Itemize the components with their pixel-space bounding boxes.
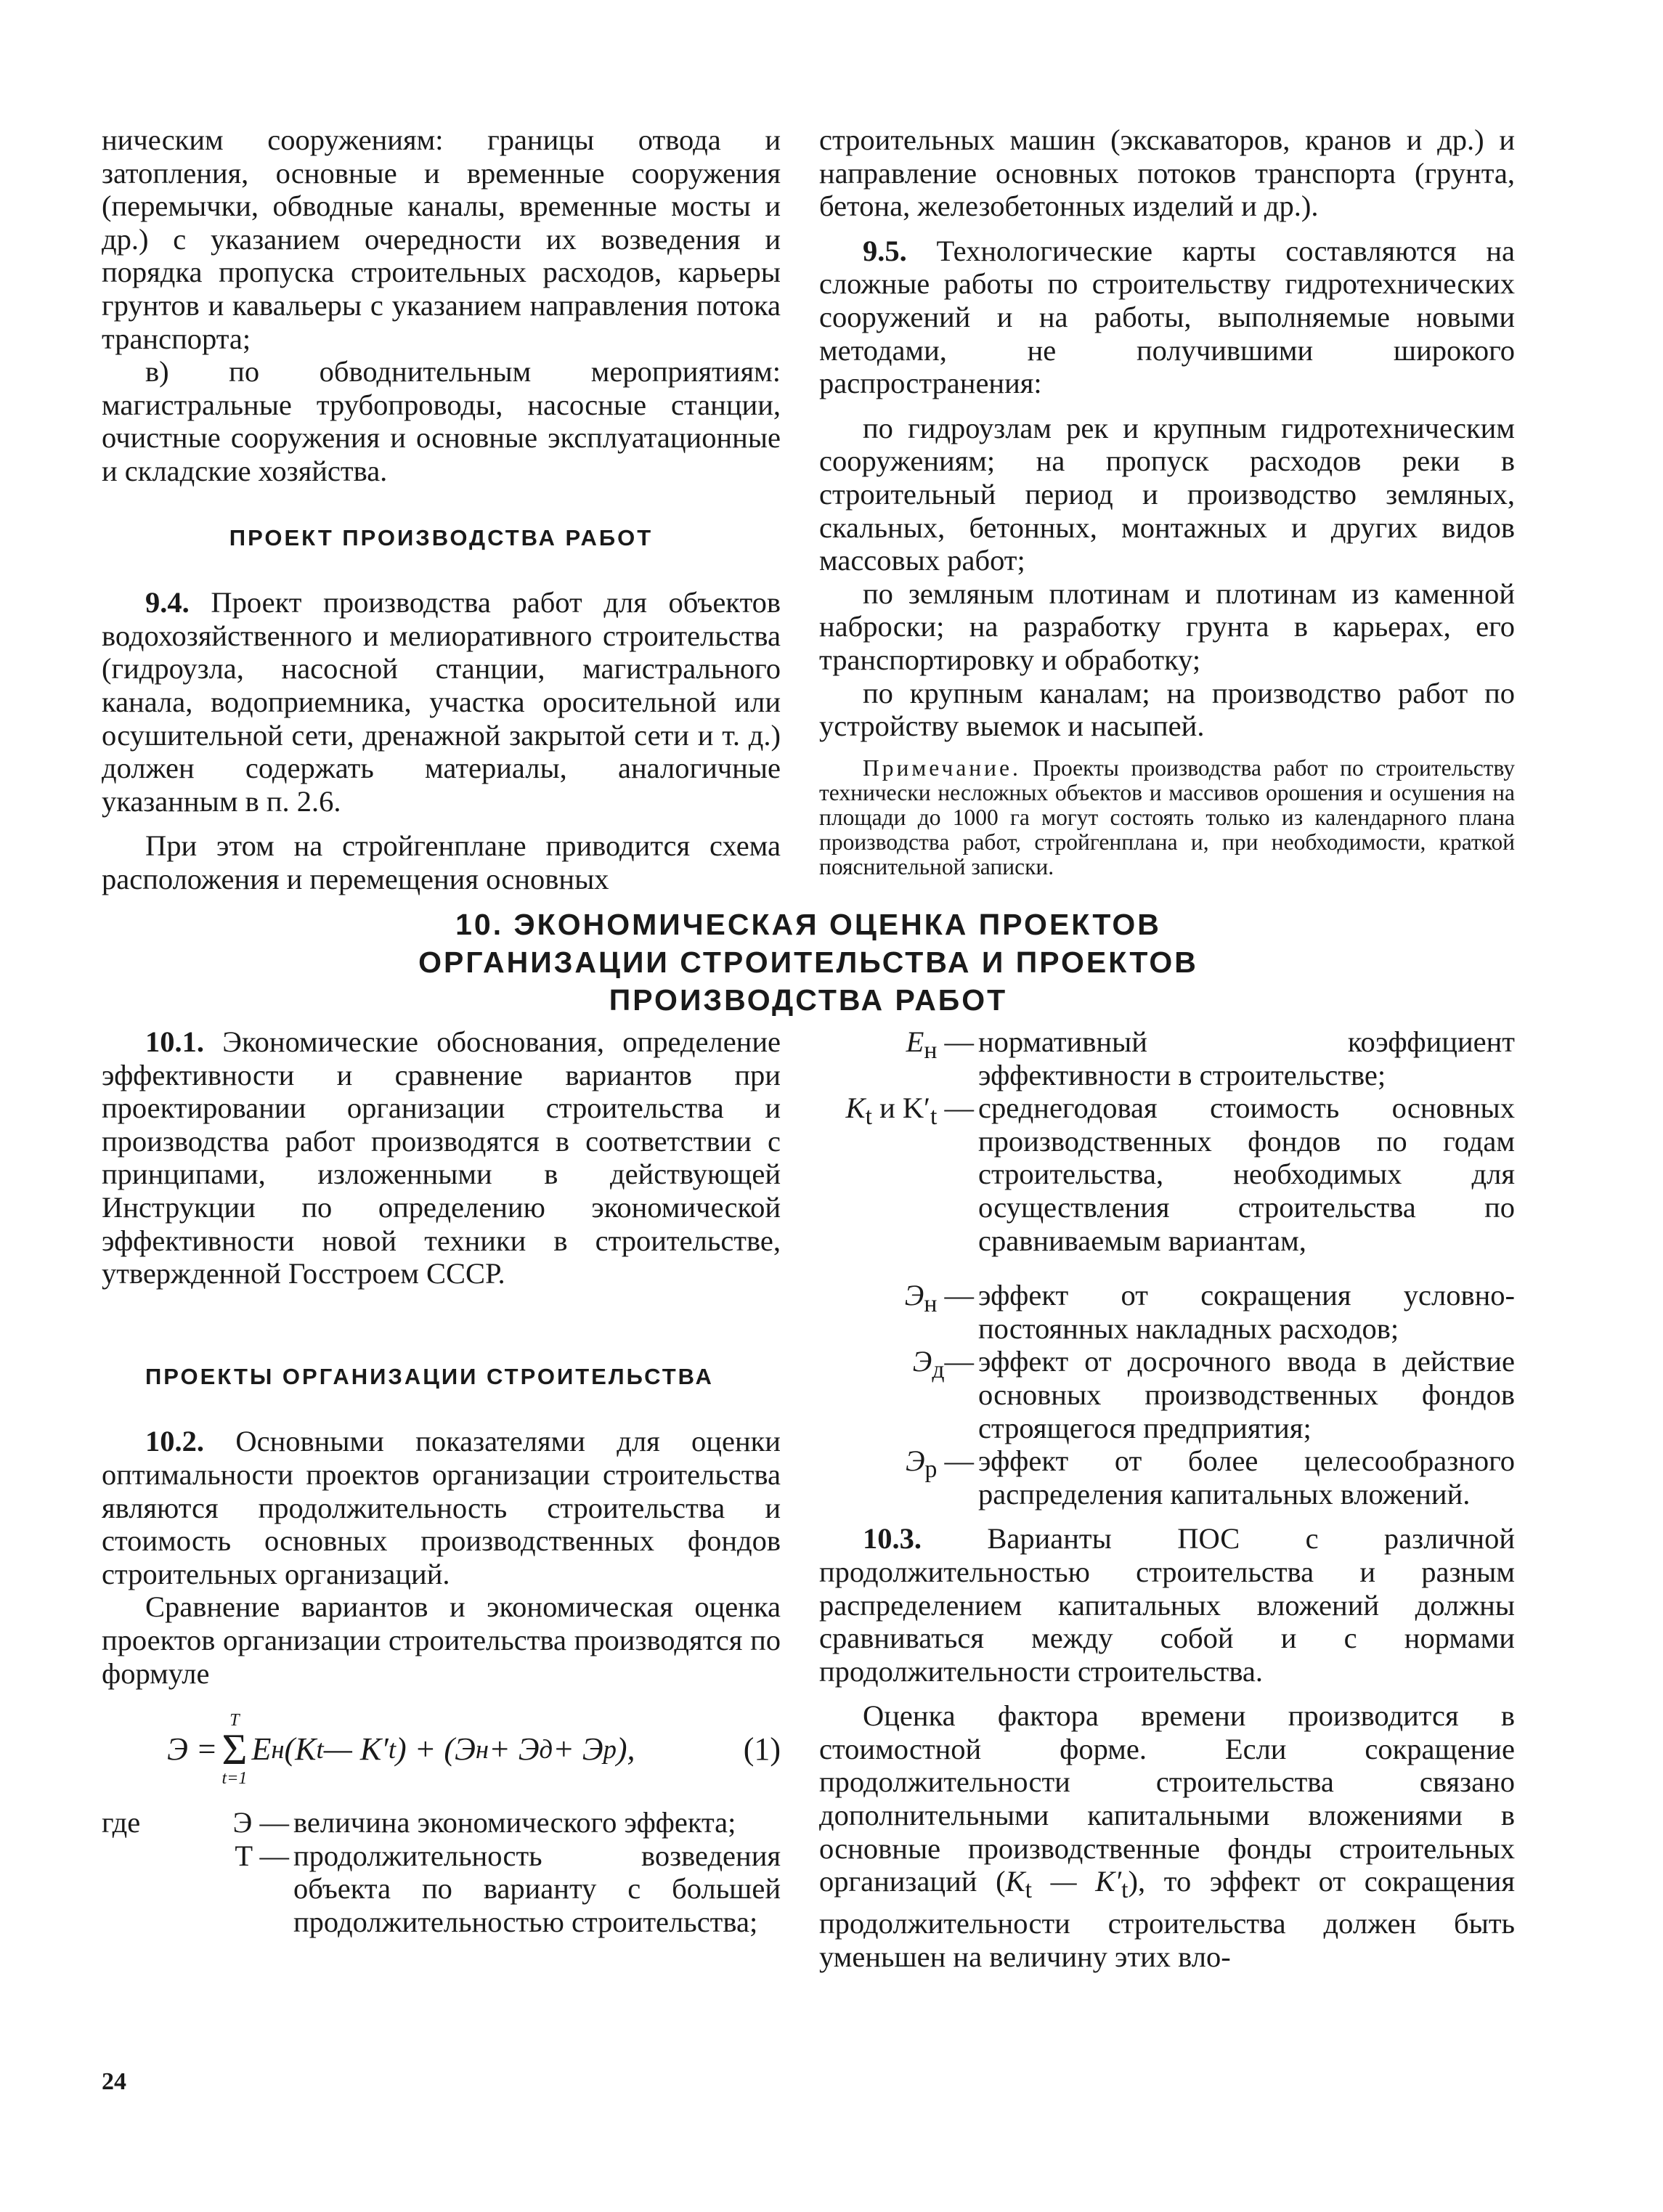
paragraph-text: Оценка фактора времени производится в стоимостной форме. Если сокращение продолжительности строительства связано дополнительными капитальными вложениями в основные производственные фонды строительных организаций ( [819, 1699, 1515, 1898]
formula-term: + Э [489, 1731, 540, 1768]
paragraph-text: Варианты ПОС с различной продолжительностью строительства и разным распределением капитальных вложений должны сравниваться между собой и с нормами продолжительности строительства. [819, 1522, 1515, 1688]
paragraph [819, 1522, 1515, 1688]
formula-term: — K′ [323, 1731, 389, 1768]
definition-symbol: $Э_д—$ [912, 1345, 974, 1384]
formula-subscript: н [475, 1734, 489, 1765]
formula-subscript: д [539, 1734, 553, 1765]
formula-lhs: Э = [167, 1731, 218, 1768]
section-heading: ПРОЕКТ ПРОИЗВОДСТВА РАБОТ [229, 524, 654, 550]
chapter-title-line: ПРОИЗВОДСТВА РАБОТ [609, 983, 1008, 1017]
where-label: где [102, 1806, 141, 1839]
paragraph: по земляным плотинам и плотинам из каменной наброски; на разработку грунта в карьерах, его транспортировку и обработку; [819, 577, 1515, 676]
paragraph-text: Проект производства работ для объектов водохозяйственного и мелиоративного строительства (гидроузла, насосной станции, магистрального канала, водоприемника, участка оросительной или осушительной сети, дренажной закрытой сети и т. д.) должен содержать материалы, аналогичные указанным в п. 2.6. [102, 586, 781, 818]
note [819, 756, 1515, 879]
bottom-left-column [102, 1025, 781, 1938]
paragraph: по гидроузлам рек и крупным гидротехническим сооружениям; на пропуск расходов реки в строительный период и производство земляных, скальных, бетонных, монтажных и других видов массовых работ; [819, 411, 1515, 577]
definition-symbol: $Э_р$ — [905, 1444, 974, 1484]
formula-term: + Э [553, 1731, 603, 1768]
paragraph: ническим сооружениям: границы отвода и затопления, основные и временные сооружения (перемычки, обводные каналы, временные мосты и др.) с указанием очередности их возведения и порядка пропуска строительных расходов, карьеры грунтов и кавальеры с указанием направления потока транспорта; [102, 123, 781, 355]
paragraph [102, 1025, 781, 1290]
formula-term: ) + (Э [396, 1731, 476, 1768]
paragraph: При этом на стройгенплане приводится схема расположения и перемещения основных [102, 829, 781, 895]
definition-symbol: $Э_н$ — [904, 1279, 974, 1318]
definition-symbol: T — [235, 1839, 289, 1872]
sum-upper-limit: T [229, 1711, 240, 1731]
clause-number: 9.5. [863, 234, 907, 267]
section-heading: ПРОЕКТЫ ОРГАНИЗАЦИИ СТРОИТЕЛЬСТВА [145, 1363, 714, 1389]
chapter-title [102, 906, 1515, 1019]
paragraph [102, 586, 781, 818]
formula-term: E [251, 1731, 272, 1768]
note-text: Проекты производства работ по строительству технически несложных объектов и массивов орошения и осушения на площади до 1000 га могут состоять только из календарного плана производства работ, стройгенплана и, при необходимости, краткой пояснительной записки. [819, 755, 1515, 879]
definition-text: эффект от более целесообразного распределения капитальных вложений. [978, 1444, 1515, 1510]
definition-list [102, 1806, 781, 1938]
paragraph [819, 1699, 1515, 1973]
clause-number: 10.3. [863, 1522, 922, 1556]
formula-term: ), [616, 1731, 635, 1768]
clause-number: 10.2. [145, 1425, 204, 1458]
definition-symbol: Э — [232, 1806, 289, 1839]
sum-lower-limit: t=1 [221, 1769, 248, 1789]
paragraph: по крупным каналам; на производство работ по устройству выемок и насыпей. [819, 676, 1515, 743]
paragraph-text: ), то эффект от сокращения продолжительности строительства должен быть уменьшен на величину этих вло- [819, 1865, 1516, 1973]
clause-number: 9.4. [145, 586, 190, 619]
formula-subscript: р [603, 1734, 617, 1765]
paragraph-text: Основными показателями для оценки оптимальности проектов организации строительства являются продолжительность строительства и стоимость основных производственных фондов строительных организаций. [102, 1425, 781, 1590]
definition-symbol: $E_н$ — [906, 1025, 974, 1065]
definition-text: эффект от сокращения условно-постоянных накладных расходов; [978, 1279, 1515, 1345]
definition-text: среднегодовая стоимость основных производственных фондов по годам строительства, необходимых для осуществления строительства по сравниваемым вариантам, [978, 1091, 1515, 1257]
top-left-column [102, 123, 781, 895]
formula-number: (1) [743, 1731, 781, 1768]
paragraph: строительных машин (экскаваторов, кранов и др.) и направление основных потоков транспорта (грунта, бетона, железобетонных изделий и др.). [819, 123, 1515, 223]
definition-text: нормативный коэффициент эффективности в строительстве; [978, 1025, 1515, 1091]
sum-sign: Σ [221, 1725, 248, 1774]
paragraph: в) по обводнительным мероприятиям: магистральные трубопроводы, насосные станции, очистные сооружения и основные эксплуатационные и складские хозяйства. [102, 355, 781, 487]
chapter-title-line: 10. ЭКОНОМИЧЕСКАЯ ОЦЕНКА ПРОЕКТОВ [455, 908, 1161, 941]
note-label: Примечание. [863, 755, 1021, 781]
formula-subscript: t [316, 1734, 324, 1765]
formula-term: — K′ [1031, 1865, 1122, 1898]
paragraph-text: Технологические карты составляются на сложные работы по строительству гидротехнических сооружений и на работы, выполняемые новыми методами, не получившими широкого распространения: [819, 234, 1515, 400]
formula-expression [167, 1712, 635, 1787]
formula-term: (K [284, 1731, 317, 1768]
formula [102, 1712, 781, 1787]
bottom-right-column [819, 1025, 1515, 1973]
definition-list [819, 1025, 1515, 1510]
clause-number: 10.1. [145, 1025, 204, 1058]
formula-term: K [1005, 1865, 1025, 1898]
formula-subscript: t [388, 1734, 396, 1765]
sum-operator [222, 1712, 248, 1787]
paragraph-text: Экономические обоснования, определение эффективности и сравнение вариантов при проектировании организации строительства и производства работ производятся в соответствии с принципами, изложенными в действующей Инструкции по определению экономической эффективности новой техники в строительстве, утвержденной Госстроем СССР. [102, 1025, 781, 1290]
formula-subscript: t [1121, 1876, 1129, 1904]
page-number: 24 [102, 2068, 126, 2095]
definition-text: эффект от досрочного ввода в действие основных производственных фондов строящегося предприятия; [978, 1345, 1515, 1444]
top-right-column [819, 123, 1515, 879]
definition-text: продолжительность возведения объекта по варианту с большей продолжительностью строительства; [293, 1839, 781, 1938]
paragraph [819, 235, 1515, 400]
paragraph [102, 1425, 781, 1590]
chapter-title-line: ОРГАНИЗАЦИИ СТРОИТЕЛЬСТВА И ПРОЕКТОВ [418, 946, 1198, 979]
definition-symbol: $K_t$ и $K'_t$ — [845, 1091, 974, 1131]
definition-text: величина экономического эффекта; [293, 1806, 736, 1839]
paragraph: Сравнение вариантов и экономическая оценка проектов организации строительства производятся по формуле [102, 1590, 781, 1690]
formula-subscript: t [1025, 1876, 1032, 1904]
formula-subscript: н [271, 1734, 285, 1765]
